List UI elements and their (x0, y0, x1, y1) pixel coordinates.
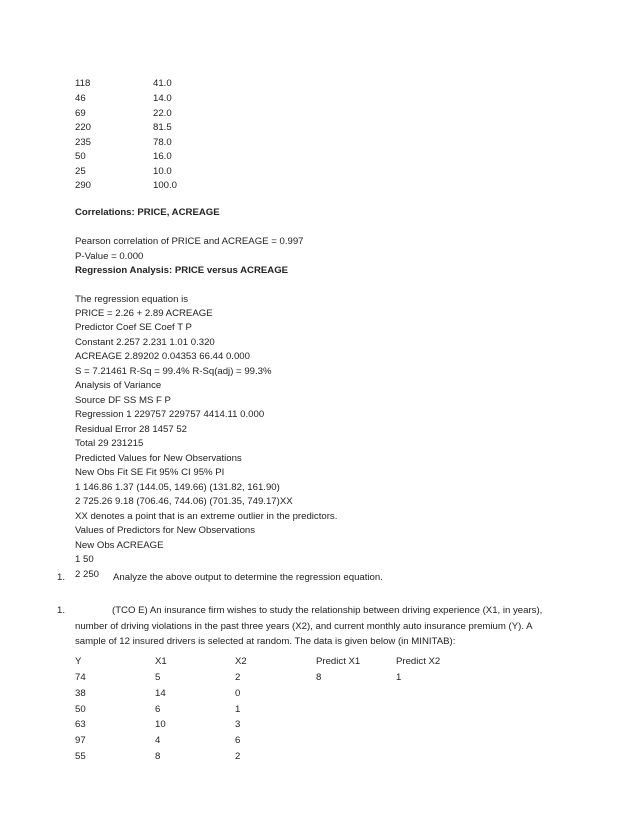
table-header: Y (75, 656, 82, 667)
output-line: Values of Predictors for New Observations (75, 525, 256, 536)
output-line: 2 725.26 9.18 (706.46, 744.06) (701.35, 749.17)XX (75, 496, 293, 507)
table-cell: 46 (75, 93, 86, 104)
table-cell: 97 (75, 735, 86, 746)
table-cell: 8 (155, 751, 161, 762)
table-cell: 1 (396, 672, 402, 683)
table-cell: 3 (235, 719, 241, 730)
regression-heading: Regression Analysis: PRICE versus ACREAGE (75, 265, 289, 276)
output-line: The regression equation is (75, 294, 189, 305)
table-cell: 6 (155, 704, 161, 715)
table-cell: 50 (75, 151, 86, 162)
table-cell: 118 (75, 78, 91, 89)
table-cell: 0 (235, 688, 241, 699)
table-cell: 14 (155, 688, 166, 699)
output-line: XX denotes a point that is an extreme outlier in the predictors. (75, 511, 338, 522)
table-cell: 55 (75, 751, 86, 762)
table-cell: 4 (155, 735, 161, 746)
table-cell: 25 (75, 166, 86, 177)
question-text-first: (TCO E) An insurance firm wishes to study the relationship between driving experience (X1, in years), (112, 605, 543, 616)
output-line: 1 50 (75, 554, 94, 565)
pearson-line: Pearson correlation of PRICE and ACREAGE = 0.997 (75, 236, 304, 247)
table-cell: 220 (75, 122, 92, 133)
output-line: Constant 2.257 2.231 1.01 0.320 (75, 337, 215, 348)
table-cell: 16.0 (153, 151, 172, 162)
output-line: 1 146.86 1.37 (144.05, 149.66) (131.82, 161.90) (75, 482, 280, 493)
table-cell: 10.0 (153, 166, 172, 177)
table-header: X2 (235, 656, 247, 667)
output-line: S = 7.21461 R-Sq = 99.4% R-Sq(adj) = 99.3% (75, 366, 272, 377)
table-cell: 22.0 (153, 108, 172, 119)
question-number: 1. (57, 572, 66, 583)
output-line: Regression 1 229757 229757 4414.11 0.000 (75, 409, 265, 420)
table-cell: 235 (75, 137, 92, 148)
table-cell: 6 (235, 735, 241, 746)
output-line: Predictor Coef SE Coef T P (75, 322, 192, 333)
table-cell: 2 (235, 672, 241, 683)
table-cell: 50 (75, 704, 86, 715)
table-cell: 100.0 (153, 180, 178, 191)
table-cell: 81.5 (153, 122, 172, 133)
table-cell: 78.0 (153, 137, 172, 148)
question-text-rest: number of driving violations in the past three years (X2), and current monthly auto insurance premium (Y). A sample of 12 insured drivers is selected at random. The data is given below (in MINITAB): (75, 620, 532, 648)
table-cell: 10 (155, 719, 166, 730)
output-line: PRICE = 2.26 + 2.89 ACREAGE (75, 308, 213, 319)
table-cell: 69 (75, 108, 86, 119)
table-cell: 5 (155, 672, 161, 683)
table-cell: 41.0 (153, 78, 172, 89)
table-cell: 63 (75, 719, 86, 730)
question-paragraph (75, 603, 565, 650)
table-cell: 74 (75, 672, 86, 683)
output-line: ACREAGE 2.89202 0.04353 66.44 0.000 (75, 351, 250, 362)
question-text: Analyze the above output to determine the regression equation. (113, 572, 383, 583)
table-cell: 8 (316, 672, 322, 683)
table-header: Predict X1 (316, 656, 361, 667)
output-line: Analysis of Variance (75, 380, 162, 391)
table-cell: 290 (75, 180, 92, 191)
correlations-heading: Correlations: PRICE, ACREAGE (75, 207, 220, 218)
output-line: Predicted Values for New Observations (75, 453, 242, 464)
output-line: New Obs ACREAGE (75, 540, 164, 551)
table-cell: 38 (75, 688, 86, 699)
output-line: Total 29 231215 (75, 438, 144, 449)
table-cell: 14.0 (153, 93, 172, 104)
table-cell: 2 (235, 751, 241, 762)
output-line: 2 250 (75, 569, 100, 580)
output-line: Source DF SS MS F P (75, 395, 171, 406)
table-header: X1 (155, 656, 167, 667)
question-number: 1. (57, 605, 66, 616)
table-cell: 1 (235, 704, 241, 715)
output-line: Residual Error 28 1457 52 (75, 424, 187, 435)
output-line: New Obs Fit SE Fit 95% CI 95% PI (75, 467, 225, 478)
table-header: Predict X2 (396, 656, 441, 667)
pvalue-line: P-Value = 0.000 (75, 251, 144, 262)
